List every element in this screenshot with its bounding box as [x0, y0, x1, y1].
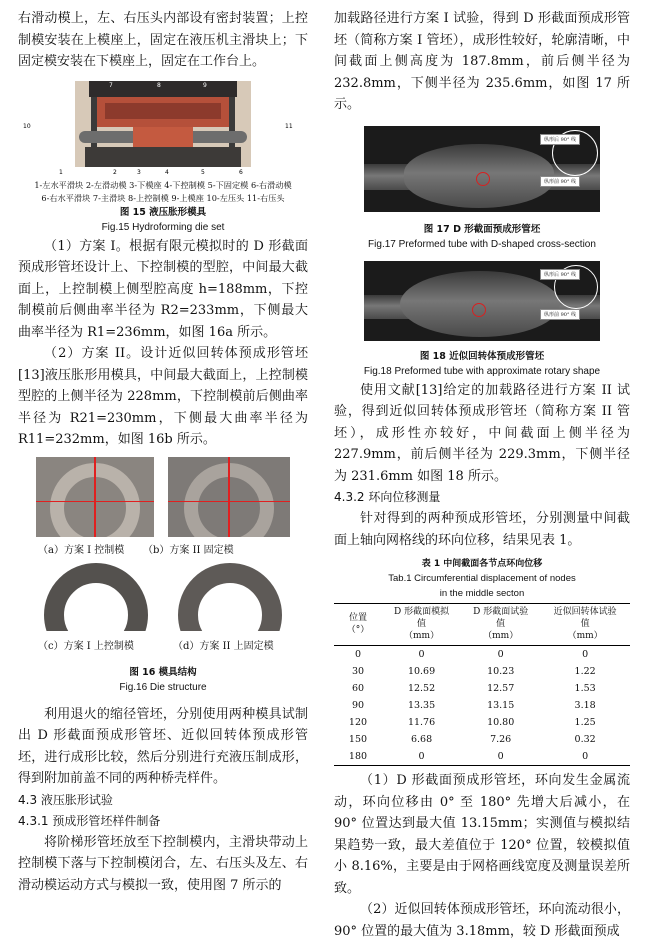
fig15-number-row	[23, 122, 293, 179]
anneal-paragraph: 利用退火的缩径管坯，分别使用两种模具试制出 D 形截面预成形管坯、近似回转体预成形管坯，进行成形比较，然后分别进行充液压制成形，得到附加前盖不同的两种桥壳样件。	[18, 706, 308, 786]
fig17-label-before: 纵形前 90° 线	[540, 176, 580, 187]
fig16a-control-die-photo	[36, 457, 154, 537]
right-column	[334, 8, 630, 942]
scheme2-paragraph: （2）方案 II。设计近似回转体预成形管坯[13]液压胀形用模具，中间最大截面上，上控制模型腔的上侧半径为 228mm，下控制模前后侧曲率半径为 R21=230mm，下侧最大曲率半径为 R11=232mm，如图 16b 所示。	[18, 346, 308, 447]
fig16-die-structure	[18, 457, 308, 665]
fig15-callout-8: 8	[157, 81, 161, 89]
fig15-callout-2: 2	[113, 168, 117, 176]
fig15-callout-1: 1	[59, 168, 63, 176]
fig15-callout-6: 6	[239, 168, 243, 176]
fig16d-caption: （d）方案 II 上固定模	[173, 640, 274, 652]
section-4-3-heading: 4.3 液压胀形试验	[18, 792, 113, 807]
fig17-caption-en: Fig.17 Preformed tube with D-shaped cross-section	[368, 238, 596, 250]
fig15-legend-line1: 1-左水平滑块 2-左滑动模 3-下模座 4-下控制模 5-下固定模 6-右滑动模	[34, 179, 292, 190]
fig16b-caption: （b）方案 II 固定模	[143, 544, 234, 556]
table-row: 90 13.35 13.15 3.18	[351, 700, 596, 711]
fig15-callout-3: 3	[137, 168, 141, 176]
scheme2-test-paragraph: 使用文献[13]给定的加载路径进行方案 II 试验，得到近似回转体预成形管坯（简称方案 II 管坯），成形性亦较好，中间截面上侧半径为 227.9mm，前后侧半径为 229.3mm，下侧半径为 231.6mm 如图 18 所示。	[334, 382, 630, 484]
section-4-3-1-heading: 4.3.1 预成形管坯样件制备	[18, 813, 161, 828]
fig17-label-after: 纵形后 90° 线	[540, 134, 580, 145]
fig16c-upper-control-die-photo	[38, 559, 152, 631]
fig18-rotary-tube-photo	[364, 261, 600, 341]
fig18-caption-en: Fig.18 Preformed tube with approximate rotary shape	[363, 365, 601, 377]
fig17-red-marker	[476, 172, 490, 186]
fig15-callout-11: 11	[285, 122, 293, 130]
fig16c-caption: （c）方案 I 上控制模	[38, 640, 134, 652]
fig15-callout-9: 9	[203, 81, 207, 89]
table-row: 60 12.52 12.57 1.53	[351, 683, 596, 694]
fig15-callout-7: 7	[109, 81, 113, 89]
left-column	[18, 8, 308, 896]
fig15-legend-line2: 6-右水平滑块 7-主滑块 8-上控制模 9-上模座 10-左压头 11-右压头	[41, 192, 285, 203]
table-row: 180 0 0 0	[334, 748, 630, 766]
result1-paragraph: （1）D 形截面预成形管坯，环向发生金属流动，环向位移由 0° 至 180° 先增大后减小，在 90° 位置达到最大值 13.15mm；实测值与模拟结果趋势一致，最大差值位于 120° 位置，较模拟值小 8.16%，主要是由于网格画线宽度及测量误差所致。	[334, 773, 630, 896]
fig15-caption-cn: 图 15 液压胀形模具	[119, 206, 207, 218]
result2-paragraph: （2）近似回转体预成形管坯，环向流动很小，90° 位置的最大值为 3.18mm，较 D 形截面预成	[334, 902, 630, 939]
fig17-d-shaped-tube-photo	[364, 126, 600, 212]
fig16-caption-en: Fig.16 Die structure	[119, 681, 207, 693]
fig15-callout-5: 5	[201, 168, 205, 176]
fig18-caption-cn: 图 18 近似回转体预成形管坯	[419, 350, 545, 362]
table-row: 150 6.68 7.26 0.32	[348, 734, 596, 745]
table-row: 120 11.76 10.80 1.25	[348, 717, 596, 728]
continued-paragraph: 加载路径进行方案 I 试验，得到 D 形截面预成形管坯（简称方案 I 管坯），成形性较好，轮廓清晰，中间截面上侧高度为 187.8mm，前后侧半径为 232.8mm，下侧半径为 235.6mm，如图 17 所示。	[334, 11, 630, 112]
table1-caption-cn: 表 1 中间截面各节点环向位移	[421, 559, 543, 569]
table-row: 0 0 0 0	[354, 649, 589, 660]
table1-header-position: 位置 （°）	[334, 604, 382, 646]
table-row: 30 10.69 10.23 1.22	[351, 666, 596, 677]
fig16d-upper-fixed-die-photo	[170, 559, 288, 631]
fig16a-caption: （a）方案 I 控制模	[38, 544, 125, 556]
table1-header-d-sim: D 形截面模拟 值 （mm）	[382, 604, 461, 646]
table1-caption-en-2: in the middle secton	[439, 588, 525, 599]
fig16-caption-cn: 图 16 模具结构	[129, 666, 197, 678]
fig18-red-marker	[472, 303, 486, 317]
section-4-3-1-paragraph: 将阶梯形管坯放至下控制模内，主滑块带动上控制模下落与下控制模闭合，左、右压头及左、右滑动模运动方式与模拟一致，使用图 7 所示的	[18, 834, 308, 893]
intro-paragraph: 右滑动模上，左、右压头内部设有密封装置；上控制模安装在上模座上，固定在液压机主滑块上；下固定模安装在下模座上，固定在工作台上。	[18, 11, 308, 69]
fig16b-fixed-die-photo	[168, 457, 290, 537]
fig15-callout-10: 10	[23, 122, 31, 130]
table1-caption-en-1: Tab.1 Circumferential displacement of nodes	[388, 573, 576, 584]
fig18-label-after: 纵形后 90° 线	[540, 269, 580, 280]
table1-header-rotary-test: 近似回转体试验 值 （mm）	[540, 604, 630, 646]
fig17-caption-cn: 图 17 D 形截面预成形管坯	[423, 223, 541, 235]
hydroforming-die-photo	[75, 81, 251, 167]
fig15-caption-en: Fig.15 Hydroforming die set	[101, 221, 225, 233]
section-4-3-2-heading: 4.3.2 环向位移测量	[334, 490, 441, 504]
section-4-3-2-paragraph: 针对得到的两种预成形管坯，分别测量中间截面上轴向网格线的环向位移，结果见表 1。	[334, 511, 630, 548]
fig15-callout-4: 4	[165, 168, 169, 176]
table1-header-d-test: D 形截面试验 值 （mm）	[461, 604, 540, 646]
fig18-label-before: 纵形前 90° 线	[540, 309, 580, 320]
scheme1-paragraph: （1）方案 I。根据有限元模拟时的 D 形截面预成形管坯设计上、下控制模的型腔，中间最大截面上，上控制模上侧型腔高度 h=188mm，下控制模前后侧曲率半径为 R2=233mm，下侧最大曲率半径为 R1=236mm，如图 16a 所示。	[18, 238, 308, 340]
table1-circumferential-displacement	[334, 603, 630, 766]
